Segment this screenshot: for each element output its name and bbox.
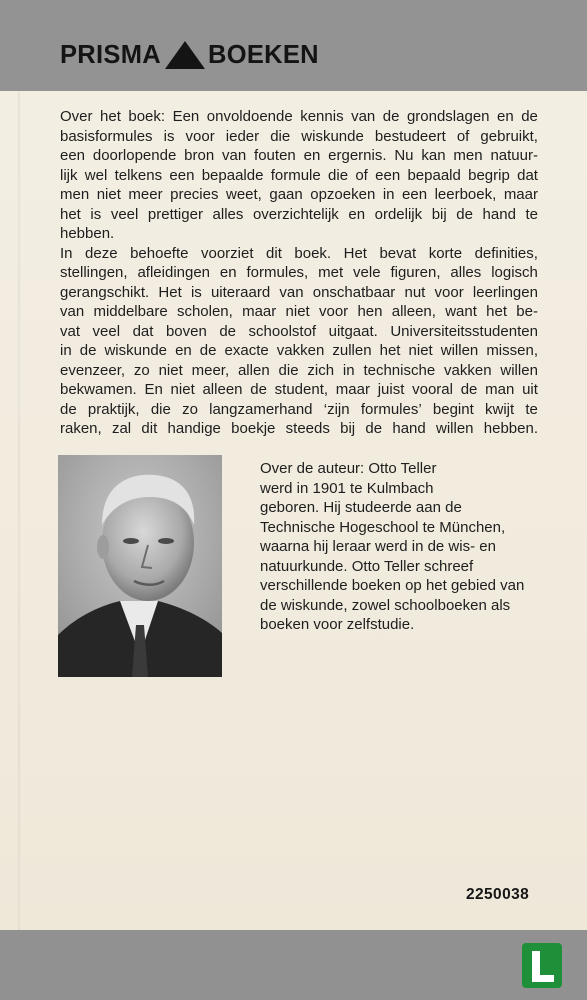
- l-logo-icon: [522, 943, 562, 988]
- description-line: bekwamen. En niet alleen de student, maar juist vooral de man uit: [60, 381, 538, 398]
- description-line: vat veel dat boven de schoolstof uitgaat. Universiteitsstudenten: [60, 322, 538, 340]
- header-band: [0, 0, 587, 91]
- author-bio-line: boeken voor zelfstudie.: [260, 616, 415, 633]
- author-bio-line: geboren. Hij studeerde aan de: [260, 499, 462, 516]
- catalog-number: 2250038: [466, 886, 530, 903]
- author-bio-line: natuurkunde. Otto Teller schreef: [260, 557, 474, 575]
- author-bio-line: Technische Hogeschool te München,: [260, 518, 506, 536]
- brand-left-text: PRISMA: [60, 40, 161, 69]
- author-bio-line: verschillende boeken op het gebied van: [260, 577, 525, 594]
- author-bio: [260, 459, 540, 635]
- author-bio-line: werd in 1901 te Kulmbach: [260, 479, 434, 497]
- description-line: gerangschikt. Het is uiteraard van onschatbaar nut voor leerlingen: [60, 283, 538, 301]
- author-bio-line: de wiskunde, zowel schoolboeken als: [260, 596, 511, 614]
- description-line: men niet meer precies weet, gaan opzoeken in een leerboek, maar: [60, 186, 538, 203]
- description-line: Over het boek: Een onvoldoende kennis van de grondslagen en de: [60, 108, 538, 125]
- description-line: de praktijk, die zo langzamerhand ‘zijn formules’ begint kwijt te: [60, 400, 538, 418]
- description-line: evenzeer, zo niet meer, allen die zich in technische vakken willen: [60, 361, 538, 379]
- description-line: een doorlopende bron van fouten en ergernis. Nu kan men natuur-: [60, 147, 538, 164]
- description-line: van middelbare scholen, maar niet voor hen alleen, want het be-: [60, 303, 538, 320]
- author-bio-line: Over de auteur: Otto Teller: [260, 460, 437, 477]
- publisher-logo: [60, 37, 319, 73]
- author-bio-line: waarna hij leraar werd in de wis- en: [260, 538, 496, 555]
- description-line: het is veel prettiger alles overzichtelijk en ordelijk bij de hand te: [60, 205, 538, 223]
- description-line: basisformules is voor ieder die wiskunde bestudeert of gebruikt,: [60, 127, 538, 145]
- description-line: In deze behoefte voorziet dit boek. Het bevat korte definities,: [60, 244, 538, 262]
- description-line: hebben.: [60, 225, 115, 242]
- author-photo: [58, 455, 222, 677]
- description-line: stellingen, afleidingen en formules, met vele figuren, alles logisch: [60, 264, 538, 281]
- description-line: in de wiskunde en de exacte vakken zullen het niet willen missen,: [60, 342, 538, 359]
- footer-band: [0, 930, 587, 1000]
- brand-right-text: BOEKEN: [207, 40, 319, 69]
- spine-fold: [18, 91, 21, 930]
- book-description: [60, 107, 538, 439]
- description-line: raken, zal dit handige boekje steeds bij de hand willen hebben.: [60, 420, 538, 437]
- triangle-logo-icon: [164, 40, 206, 70]
- description-line: lijk wel telkens een bepaalde formule die of een bepaald begrip dat: [60, 166, 538, 184]
- author-portrait: [58, 455, 222, 677]
